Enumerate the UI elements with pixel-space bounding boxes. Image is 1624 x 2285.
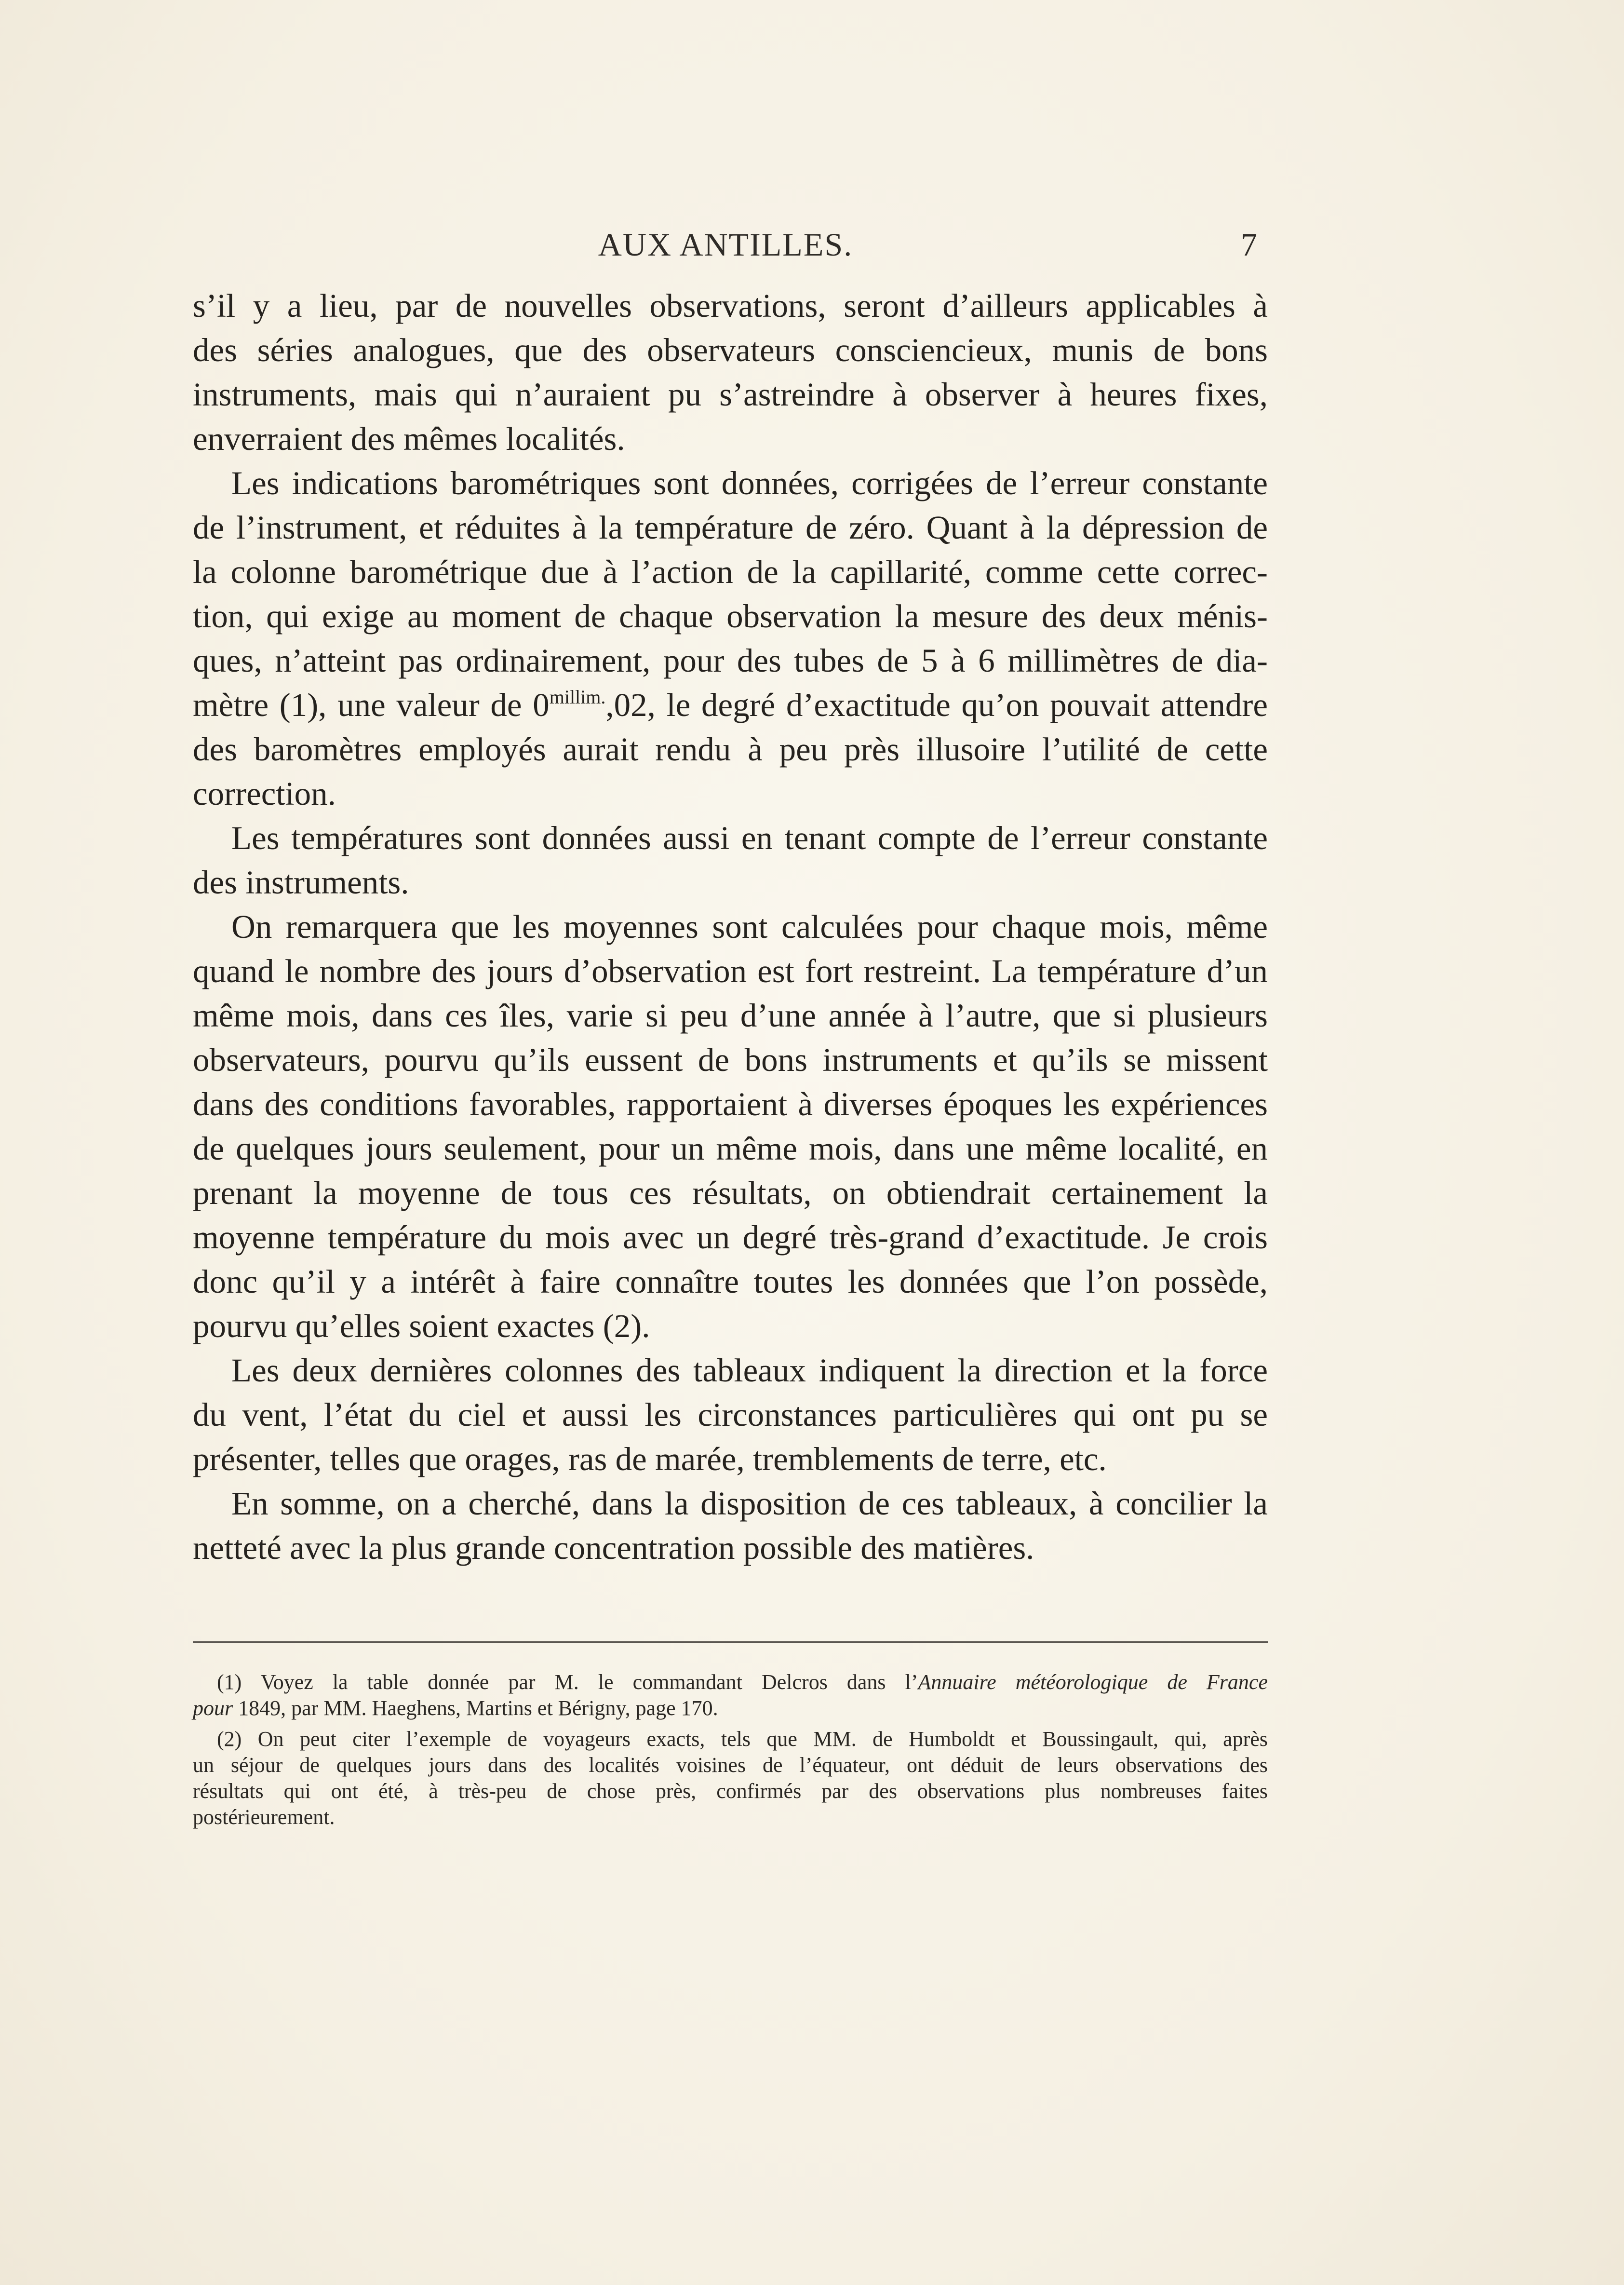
text-line: pourvu qu’elles soient exactes (2). [193,1308,650,1344]
italic-title: Annuaire météorologique de France [918,1670,1268,1694]
text-line: la colonne barométrique due à l’action de la capillarité, comme cette correc- [193,554,1268,590]
text-line: observateurs, pourvu qu’ils eussent de bons instruments et qu’ils se missent [193,1041,1268,1078]
paragraph-5 [193,1348,1268,1481]
text-line: Les deux dernières colonnes des tableaux indiquent la direction et la force [231,1352,1268,1389]
text-line: moyenne température du mois avec un degré très-grand d’exactitude. Je crois [193,1219,1268,1256]
footnote-line: résultats qui ont été, à très-peu de chose près, confirmés par des observations plus nombreuses faites [193,1779,1268,1803]
text-line: On remarquera que les moyennes sont calculées pour chaque mois, même [231,908,1268,945]
text-line: dans des conditions favorables, rapportaient à diverses époques les expériences [193,1086,1268,1122]
text-line: de l’instrument, et réduites à la température de zéro. Quant à la dépression de [193,509,1268,546]
text-line-with-superscript [193,683,1268,727]
text-line: prenant la moyenne de tous ces résultats, on obtiendrait certainement la [193,1175,1268,1211]
footnotes [193,1669,1268,1830]
text-line: Les températures sont données aussi en tenant compte de l’erreur constante [231,820,1268,856]
footnote-divider [193,1641,1268,1643]
text-line: même mois, dans ces îles, varie si peu d’une année à l’autre, que si plusieurs [193,997,1268,1034]
text-line: enverraient des mêmes localités. [193,420,625,457]
text-line: ques, n’atteint pas ordinairement, pour des tubes de 5 à 6 millimètres de dia- [193,642,1268,679]
footnote-line: un séjour de quelques jours dans des localités voisines de l’équateur, ont déduit de leurs observations des [193,1753,1268,1777]
footnote-gap [193,1721,1268,1726]
running-title: AUX ANTILLES. [598,226,853,263]
text-line: quand le nombre des jours d’observation est fort restreint. La température d’un [193,953,1268,989]
text-line: présenter, telles que orages, ras de marée, tremblements de terre, etc. [193,1441,1107,1477]
footnote-2 [193,1726,1268,1830]
text-line: de quelques jours seulement, pour un même mois, dans une même localité, en [193,1130,1268,1167]
text-line: des séries analogues, que des observateurs consciencieux, munis de bons [193,332,1268,368]
text-line: instruments, mais qui n’auraient pu s’astreindre à observer à heures fixes, [193,376,1268,413]
text-line: s’il y a lieu, par de nouvelles observations, seront d’ailleurs applicables à [193,287,1268,324]
footnote-line: postérieurement. [193,1805,335,1829]
page-number: 7 [1241,226,1258,263]
footnote-line [193,1695,1268,1721]
footnote-line: (2) On peut citer l’exemple de voyageurs exacts, tels que MM. de Humboldt et Boussingault, qui, après [217,1727,1268,1751]
text-line: donc qu’il y a intérêt à faire connaître toutes les données que l’on possède, [193,1263,1268,1300]
text-line: netteté avec la plus grande concentration possible des matières. [193,1529,1034,1566]
paragraph-2 [193,461,1268,816]
text-line: des baromètres employés aurait rendu à peu près illusoire l’utilité de cette [193,731,1268,768]
text-run: ,02, le degré d’exactitude qu’on pouvait attendre [605,687,1268,723]
text-run: (1) Voyez la table donnée par M. le commandant Delcros dans l’ [217,1670,918,1694]
text-line: En somme, on a cherché, dans la disposition de ces tableaux, à concilier la [231,1485,1268,1522]
text-line: des instruments. [193,864,409,901]
body-text [193,284,1268,1570]
paragraph-4 [193,905,1268,1348]
paragraph-1 [193,284,1268,461]
text-line: du vent, l’état du ciel et aussi les circonstances particulières qui ont pu se [193,1396,1268,1433]
text-line: Les indications barométriques sont données, corrigées de l’erreur constante [231,465,1268,501]
unit-superscript: millim. [549,686,606,708]
italic-title: pour [193,1696,233,1720]
paragraph-6 [193,1481,1268,1570]
text-run: 1849, par MM. Haeghens, Martins et Bérigny, page 170. [233,1696,718,1720]
text-line: correction. [193,775,336,812]
running-head [193,226,1258,269]
footnote-line [193,1669,1268,1695]
paragraph-3 [193,816,1268,905]
text-line: tion, qui exige au moment de chaque observation la mesure des deux ménis- [193,598,1268,635]
text-run: mètre (1), une valeur de 0 [193,687,550,723]
footnote-1 [193,1669,1268,1721]
